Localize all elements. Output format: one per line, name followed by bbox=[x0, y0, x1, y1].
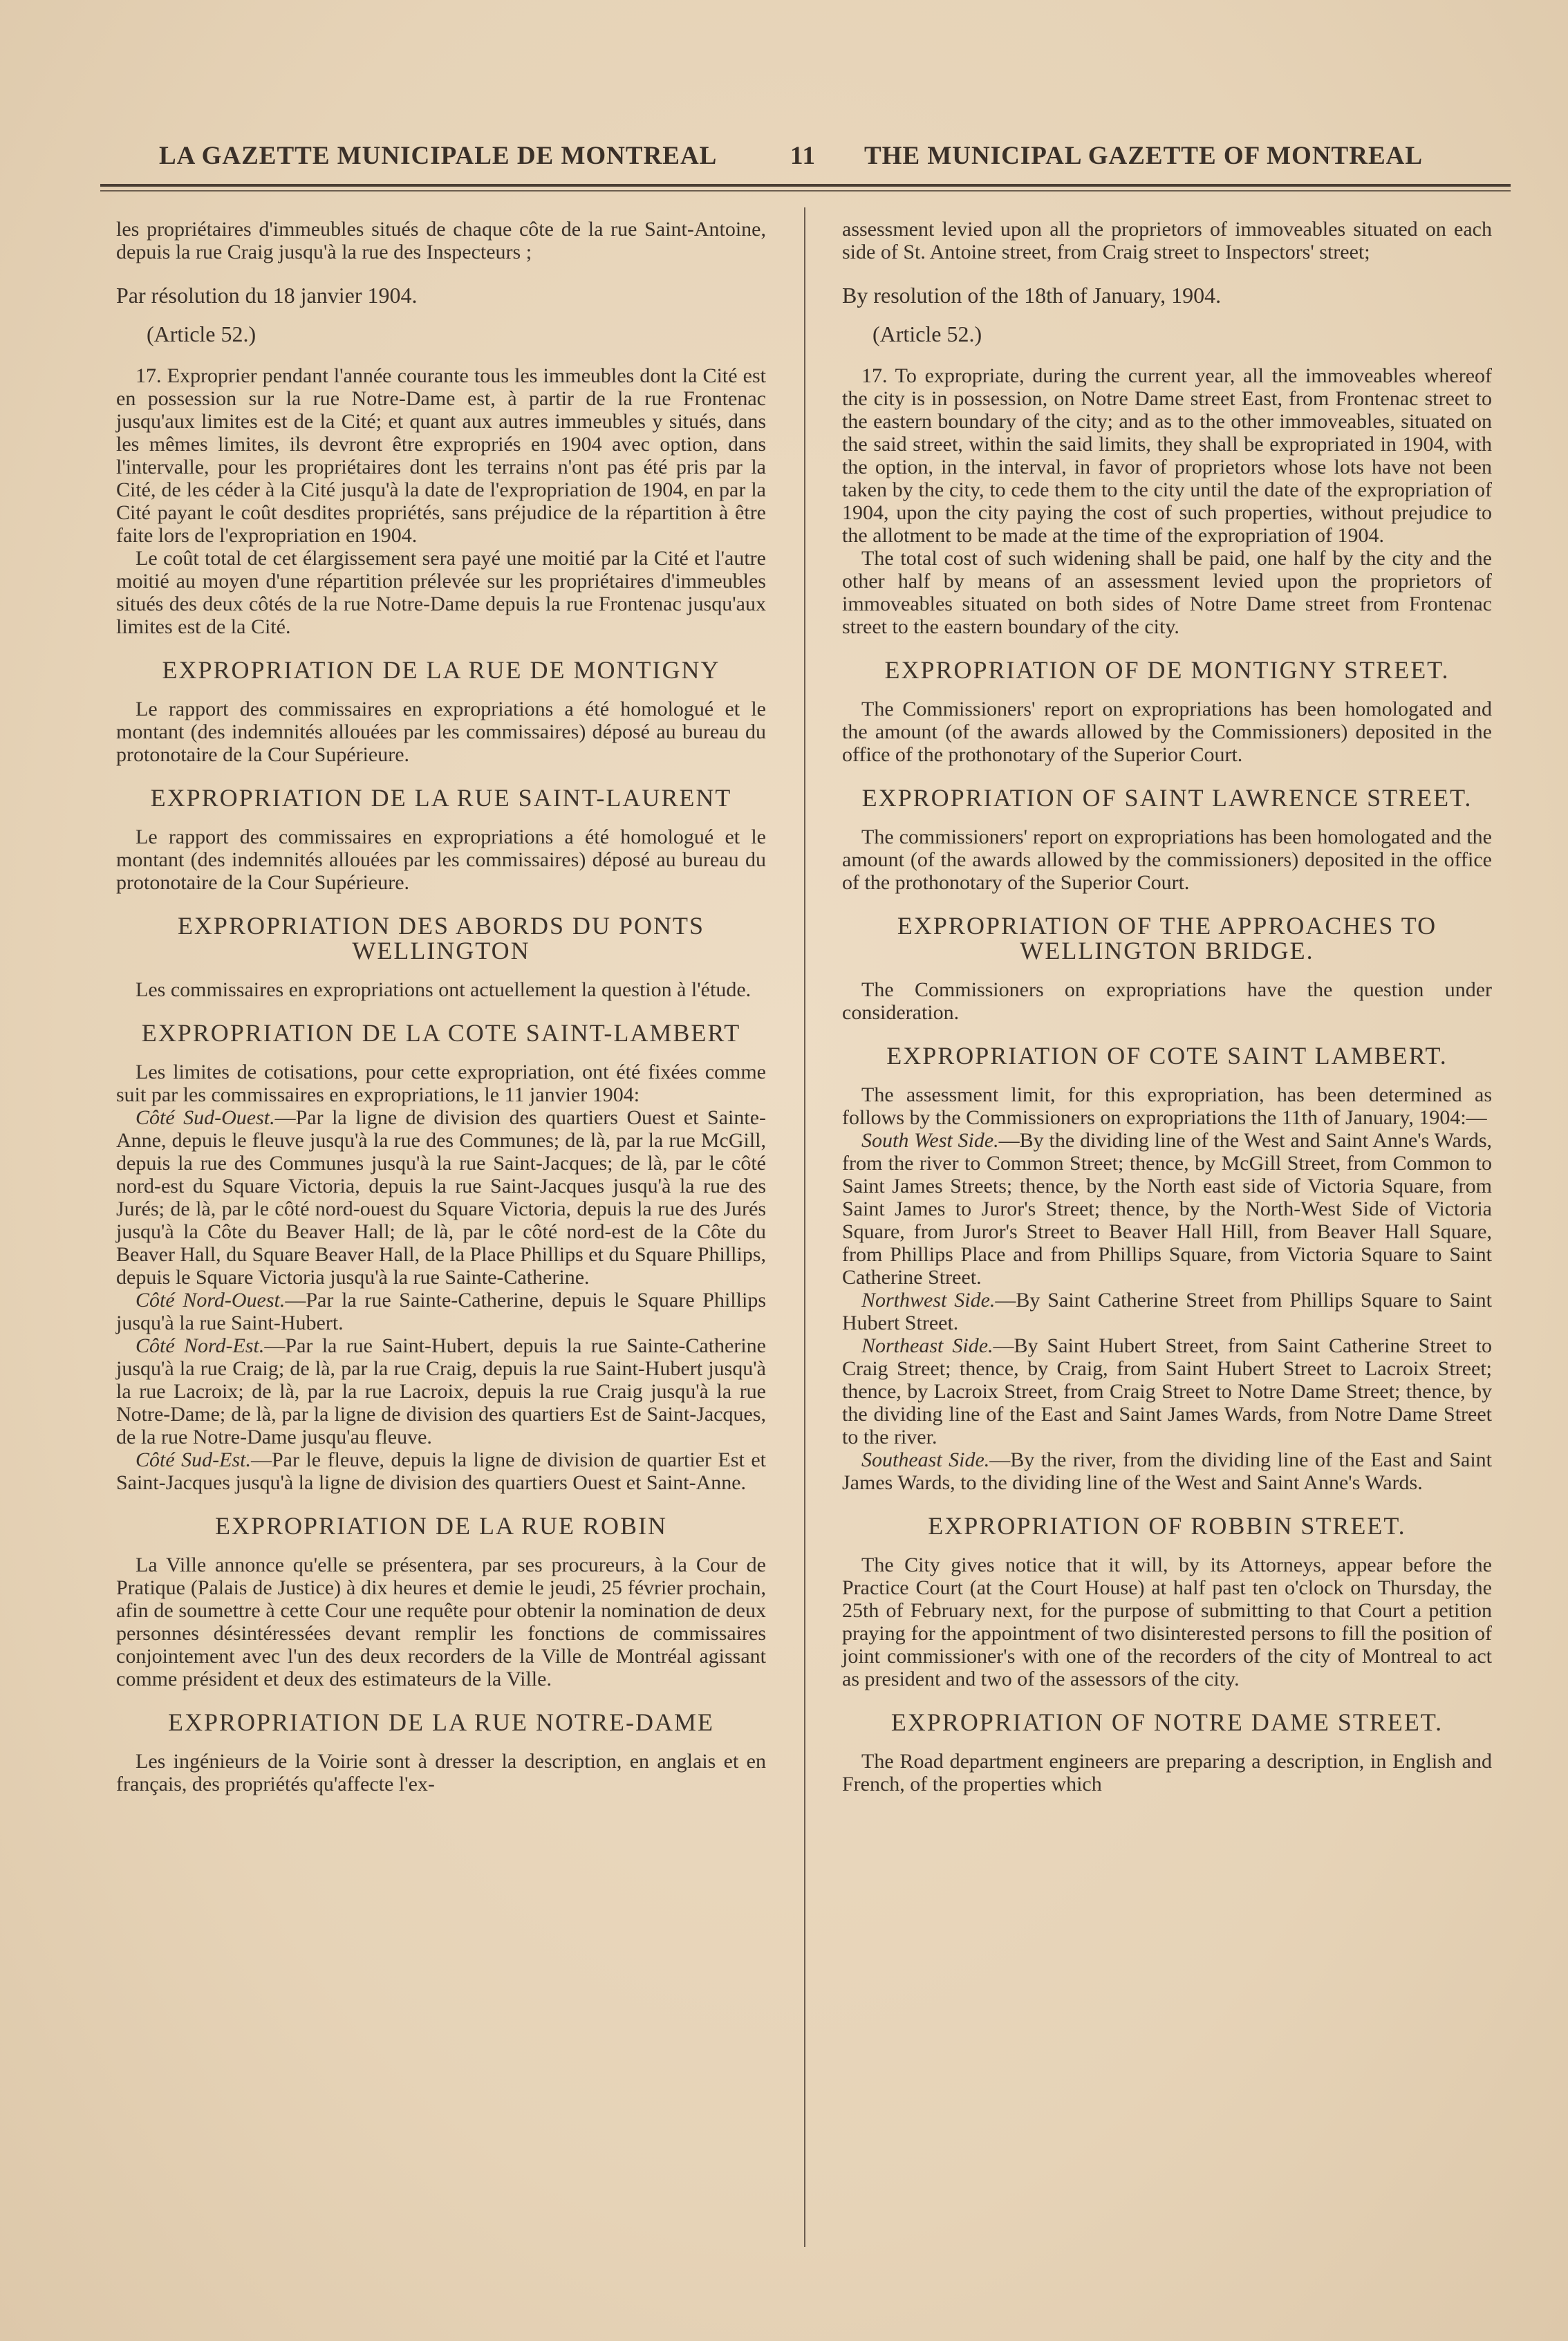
southeast-text: —By the river, from the dividing line of the East and Saint James Wards, to the dividing line of the West and Saint Anne's Wards. bbox=[842, 1448, 1493, 1494]
notre-dame-paragraph: The Road department engineers are preparing a description, in English and French, of the properties which bbox=[842, 1750, 1492, 1796]
page-number: 11 bbox=[790, 142, 816, 170]
saint-lawrence-paragraph: The commissioners' report on expropriations has been homologated and the amount (of the awards allowed by the commissioners) deposited in the office of the prothonotary of the Superior Court. bbox=[842, 826, 1492, 894]
nord-est-text: —Par la rue Saint-Hubert, depuis la rue Sainte-Catherine jusqu'à la rue Craig; de là, par la rue Craig, depuis la rue Saint-Hubert jusqu'à la rue Lacroix; de là, par la rue Lacroix, depuis la rue Craig jusqu'à la rue Notre-Dame; de là, par la ligne de division des quartiers Est de Saint-Jacques, de la rue Notre-Dame jusqu'au fleuve. bbox=[116, 1334, 766, 1448]
column-divider bbox=[804, 207, 805, 2247]
saint-laurent-paragraph: Le rapport des commissaires en expropriations a été homologué et le montant (des indemnités allouées par les commissaires) déposé au bureau du protonotaire de la Cour Supérieure. bbox=[116, 826, 766, 894]
sud-est-paragraph bbox=[116, 1448, 766, 1494]
heading-saint-lambert: EXPROPRIATION DE LA COTE SAINT-LAMBERT bbox=[141, 1019, 741, 1047]
article-line: (Article 52.) bbox=[872, 321, 982, 346]
heading-wellington: EXPROPRIATION OF THE APPROACHES TO WELLINGTON BRIDGE. bbox=[897, 912, 1437, 964]
header-title-french: LA GAZETTE MUNICIPALE DE MONTREAL bbox=[159, 142, 718, 170]
nord-ouest-label: Côté Nord-Ouest. bbox=[136, 1289, 286, 1312]
heading-notre-dame: EXPROPRIATION DE LA RUE NOTRE-DAME bbox=[168, 1708, 714, 1736]
northwest-text: —By Saint Catherine Street from Phillips Square to Saint Hubert Street. bbox=[842, 1289, 1492, 1334]
sud-ouest-text: —Par la ligne de division des quartiers Ouest et Sainte-Anne, depuis le fleuve jusqu'à la rue des Communes; de là, par la rue McGill, depuis la rue des Communes jusqu'à la rue Saint-Jacques; de là, par le côté nord-est du Square Victoria, depuis la rue Saint-Jacques jusqu'à la rue des Jurés; de là, par le côté nord-ouest du Square Victoria, depuis la rue des Jurés jusqu'à la Côte du Beaver Hall; de là, par le côté nord-est de la Côte du Beaver Hall, du Square Beaver Hall, de la Place Phillips et du Square Phillips, depuis le Square Victoria jusqu'à la rue Sainte-Catherine. bbox=[116, 1106, 766, 1289]
heading-wellington: EXPROPRIATION DES ABORDS DU PONTS WELLINGTON bbox=[177, 912, 705, 964]
south-west-paragraph bbox=[842, 1129, 1492, 1289]
article-17-cost-paragraph: The total cost of such widening shall be paid, one half by the city and the other half by means of an assessment levied upon the proprietors of immoveables situated on both sides of Notre Dame street from Frontenac street to the eastern boundary of the city. bbox=[842, 547, 1492, 638]
resolution-line: Par résolution du 18 janvier 1904. bbox=[116, 283, 418, 308]
heading-saint-lawrence: EXPROPRIATION OF SAINT LAWRENCE STREET. bbox=[861, 784, 1473, 812]
article-line: (Article 52.) bbox=[147, 321, 256, 346]
wellington-paragraph: Les commissaires en expropriations ont actuellement la question à l'étude. bbox=[136, 978, 752, 1001]
heading-saint-lambert: EXPROPRIATION OF COTE SAINT LAMBERT. bbox=[886, 1042, 1448, 1070]
northeast-text: —By Saint Hubert Street, from Saint Catherine Street to Craig Street; thence, by Craig, from Saint Hubert Street to Lacroix Street; thence, by Lacroix Street, from Craig Street to Notre Dame Street; thence, by the dividing line of the East and Saint James Wards, from Notre Dame Street to the river. bbox=[842, 1334, 1492, 1448]
intro-paragraph: les propriétaires d'immeubles situés de chaque côte de la rue Saint-Antoine, depuis la rue Craig jusqu'à la rue des Inspecteurs ; bbox=[116, 218, 766, 263]
intro-paragraph: assessment levied upon all the proprietors of immoveables situated on each side of St. Antoine street, from Craig street to Inspectors' street; bbox=[842, 218, 1492, 263]
heading-robin: EXPROPRIATION DE LA RUE ROBIN bbox=[214, 1512, 668, 1540]
page-header bbox=[104, 136, 1448, 177]
nord-ouest-paragraph bbox=[116, 1289, 766, 1334]
nord-est-paragraph bbox=[116, 1334, 766, 1448]
nord-est-label: Côté Nord-Est. bbox=[136, 1334, 265, 1357]
heading-notre-dame: EXPROPRIATION OF NOTRE DAME STREET. bbox=[890, 1708, 1444, 1736]
sud-est-label: Côté Sud-Est. bbox=[136, 1448, 251, 1471]
south-west-text: —By the dividing line of the West and Saint Anne's Wards, from the river to Common Street; thence, by McGill Street, from Common to Saint James Streets; thence, by the North east side of Victoria Square, from Saint James to Juror's Street; thence, by the North-West Side of Victoria Square, from Juror's Street to Beaver Hall Hill, from Beaver Hall Square, from Phillips Place and from Phillips Square, from Victoria Square to Saint Catherine Street. bbox=[842, 1129, 1493, 1289]
southeast-label: Southeast Side. bbox=[861, 1448, 990, 1471]
article-17-paragraph: 17. To expropriate, during the current year, all the immoveables whereof the city is in possession, on Notre Dame street East, from Frontenac street to the eastern boundary of the city; and as to the other immoveables, situated on the said street, within the said limits, they shall be expropriated in 1904, with the option, in the interval, in favor of proprietors whose lots have not been taken by the city, to cede them to the city until the date of the expropriation of 1904, upon the city paying the cost of such properties, without prejudice to the allotment to be made at the time of the expropriation of 1904. bbox=[842, 364, 1492, 547]
robbin-paragraph: The City gives notice that it will, by its Attorneys, appear before the Practice Court (at the Court House) at half past ten o'clock on Thursday, the 25th of February next, for the purpose of submitting to that Court a petition praying for the appointment of two disinterested persons to fill the position of joint commissioner's with one of the recorders of the city of Montreal to act as president and two of the assessors of the city. bbox=[842, 1554, 1492, 1690]
heading-saint-laurent: EXPROPRIATION DE LA RUE SAINT-LAURENT bbox=[150, 784, 732, 812]
heading-montigny: EXPROPRIATION DE LA RUE DE MONTIGNY bbox=[162, 656, 720, 684]
header-rule bbox=[100, 184, 1511, 187]
notre-dame-paragraph: Les ingénieurs de la Voirie sont à dresser la description, en anglais et en français, des propriétés qu'affecte l'ex- bbox=[116, 1750, 766, 1796]
article-17-cost-paragraph: Le coût total de cet élargissement sera payé une moitié par la Cité et l'autre moitié au moyen d'une répartition prélevée sur les propriétaires d'immeubles situés des deux côtés de la rue Notre-Dame depuis la rue Frontenac jusqu'aux limites est de la Cité. bbox=[116, 547, 766, 638]
sud-ouest-paragraph bbox=[116, 1106, 766, 1289]
robin-paragraph: La Ville annonce qu'elle se présentera, par ses procureurs, à la Cour de Pratique (Palais de Justice) à dix heures et demie le jeudi, 25 février prochain, afin de soumettre à cette Cour une requête pour obtenir la nomination de deux personnes désintéressées devant remplir les fonctions de commissaires conjointement avec l'un des deux recorders de la Ville de Montréal agissant comme président et deux des estimateurs de la Ville. bbox=[116, 1554, 766, 1690]
saint-lambert-paragraph: The assessment limit, for this expropriation, has been determined as follows by the Commissioners on expropriations the 11th of January, 1904:— bbox=[842, 1083, 1492, 1129]
southeast-paragraph bbox=[842, 1448, 1492, 1494]
sud-ouest-label: Côté Sud-Ouest. bbox=[136, 1106, 275, 1129]
wellington-paragraph: The Commissioners on expropriations have the question under consideration. bbox=[842, 978, 1492, 1024]
resolution-line: By resolution of the 18th of January, 1904. bbox=[842, 283, 1222, 308]
nord-ouest-text: —Par la rue Sainte-Catherine, depuis le Square Phillips jusqu'à la rue Saint-Hubert. bbox=[116, 1289, 766, 1334]
northeast-paragraph bbox=[842, 1334, 1492, 1448]
northeast-label: Northeast Side. bbox=[861, 1334, 993, 1357]
montigny-paragraph: The Commissioners' report on expropriations has been homologated and the amount (of the awards allowed by the Commissioners) deposited in the office of the prothonotary of the Superior Court. bbox=[842, 698, 1492, 766]
south-west-label: South West Side. bbox=[861, 1129, 999, 1152]
header-rule-thin bbox=[100, 190, 1511, 192]
french-column bbox=[116, 218, 766, 1796]
heading-robbin: EXPROPRIATION OF ROBBIN STREET. bbox=[928, 1512, 1406, 1540]
northwest-paragraph bbox=[842, 1289, 1492, 1334]
montigny-paragraph: Le rapport des commissaires en expropriations a été homologué et le montant (des indemnités allouées par les commissaires) déposé au bureau du protonotaire de la Cour Supérieure. bbox=[116, 698, 766, 766]
sud-est-text: —Par le fleuve, depuis la ligne de division de quartier Est et Saint-Jacques jusqu'à la ligne de division des quartiers Ouest et Saint-Anne. bbox=[116, 1448, 766, 1494]
saint-lambert-paragraph: Les limites de cotisations, pour cette expropriation, ont été fixées comme suit par les commissaires en expropriations, le 11 janvier 1904: bbox=[116, 1061, 766, 1106]
header-title-english: THE MUNICIPAL GAZETTE OF MONTREAL bbox=[864, 142, 1424, 170]
article-17-paragraph: 17. Exproprier pendant l'année courante tous les immeubles dont la Cité est en possession sur la rue Notre-Dame est, à partir de la rue Frontenac jusqu'aux limites est de la Cité; et quant aux autres immeubles y situés, dans les mêmes limites, ils devront être expropriés en 1904 avec option, dans l'intervalle, pour les propriétaires dont les terrains n'ont pas été pris par la Cité, de les céder à la Cité jusqu'à la date de l'expropriation de 1904, en par la Cité payant le coût desdites propriétés, sans préjudice de la répartition à être faite lors de l'expropriation en 1904. bbox=[116, 364, 766, 547]
northwest-label: Northwest Side. bbox=[861, 1289, 996, 1312]
english-column bbox=[842, 218, 1492, 1796]
heading-montigny: EXPROPRIATION OF DE MONTIGNY STREET. bbox=[884, 656, 1450, 684]
